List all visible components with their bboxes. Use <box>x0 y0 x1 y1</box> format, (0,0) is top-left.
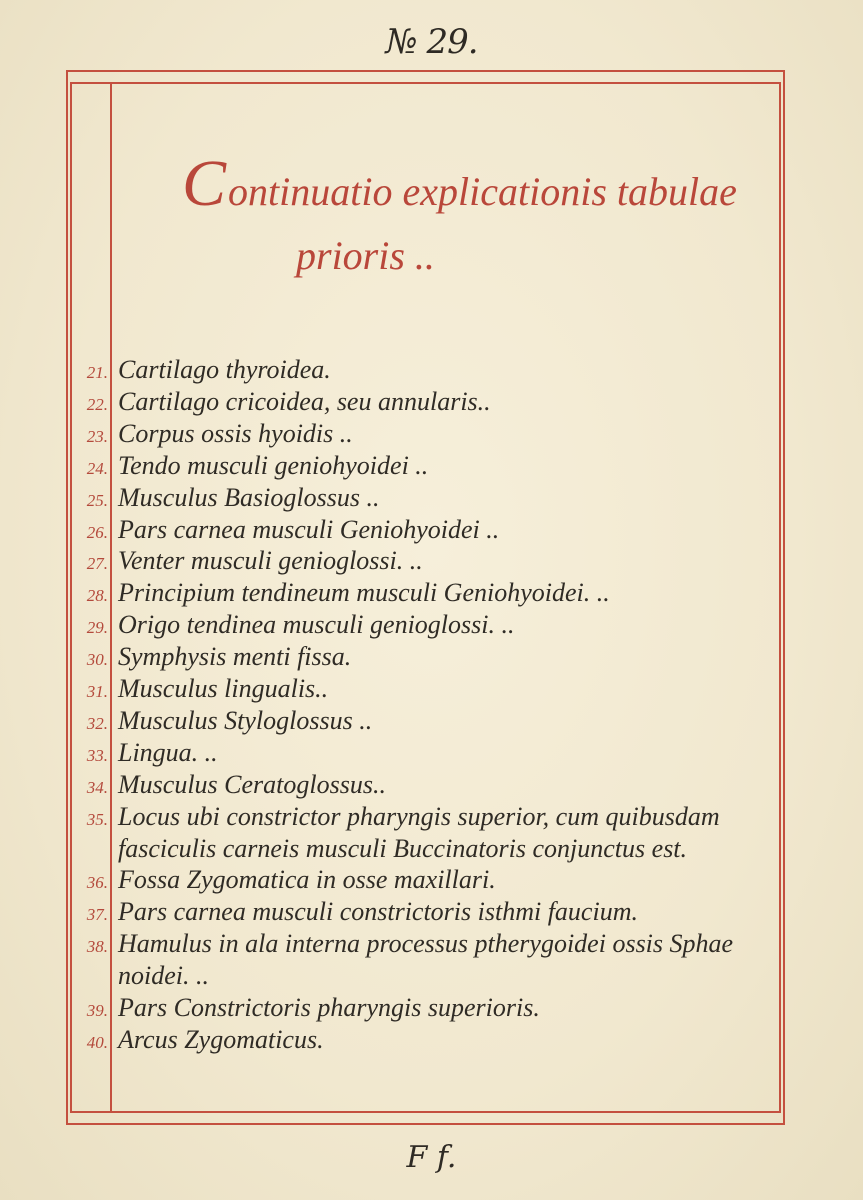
frame-bottom-inner-rule <box>70 1111 779 1113</box>
entry-text: Tendo musculi geniohyoidei .. <box>118 450 429 480</box>
entry-text: Principium tendineum musculi Geniohyoidei. .. <box>118 578 610 608</box>
entry-number: 40. <box>86 1032 108 1052</box>
entry-number: 32. <box>86 713 108 733</box>
entry-text: Musculus lingualis.. <box>118 674 329 703</box>
entry-number: 33. <box>86 745 108 765</box>
entry-number: 34. <box>86 777 108 797</box>
entry-text-continuation: fasciculis carneis musculi Buccinatoris conjunctus est. <box>118 833 688 863</box>
entry-text: Cartilago thyroidea. <box>118 355 331 384</box>
title-line-1-text: ontinuatio explicationis tabulae <box>228 169 737 214</box>
entry-text: Musculus Basioglossus .. <box>118 482 380 512</box>
entry-number: 26. <box>86 522 108 542</box>
entry-number: 39. <box>86 1001 108 1020</box>
entry-number: 36. <box>86 873 108 893</box>
frame-top-inner-rule <box>70 82 779 84</box>
entry-number: 23. <box>86 426 108 446</box>
entry-number: 31. <box>86 682 108 701</box>
entry-number: 22. <box>86 394 108 414</box>
entry-text: Venter musculi genioglossi. .. <box>118 546 423 576</box>
entry-text: Origo tendinea musculi genioglossi. .. <box>118 610 515 640</box>
entry-text: Musculus Ceratoglossus.. <box>118 769 386 799</box>
frame-bottom-outer-rule <box>66 1123 783 1125</box>
number-column-rule <box>110 82 112 1113</box>
entry-text: Musculus Styloglossus .. <box>118 705 373 735</box>
entry-text: Cartilago cricoidea, seu annularis.. <box>118 386 491 416</box>
entry-number: 38. <box>86 937 108 957</box>
folio-signature-bottom: F f. <box>406 1140 457 1175</box>
entry-text: Pars carnea musculi Geniohyoidei .. <box>118 514 500 544</box>
entry-number: 29. <box>86 618 108 638</box>
entry-text: Corpus ossis hyoidis .. <box>118 418 353 448</box>
entry-number: 37. <box>86 905 108 925</box>
entry-text: Hamulus in ala interna processus ptherygoidei ossis Sphae <box>118 929 734 959</box>
page-title-line-1 <box>182 147 737 220</box>
page-title-line-2: prioris .. <box>296 233 435 278</box>
folio-number-top: № 29. <box>385 22 478 62</box>
entry-text: Fossa Zygomatica in osse maxillari. <box>118 865 496 895</box>
entry-number: 35. <box>86 809 108 829</box>
frame-top-outer-rule <box>66 70 783 72</box>
entry-text: Arcus Zygomaticus. <box>118 1024 324 1054</box>
entry-text: Symphysis menti fissa. <box>118 642 352 672</box>
entry-number: 30. <box>86 650 108 670</box>
entry-text: Pars Constrictoris pharyngis superioris. <box>118 993 540 1022</box>
entry-number: 25. <box>86 490 108 510</box>
frame-right-inner-rule <box>779 82 781 1113</box>
entry-number: 27. <box>86 554 108 574</box>
entry-text: Lingua. .. <box>118 737 218 767</box>
entry-number: 21. <box>86 363 108 382</box>
frame-right-outer-rule <box>783 70 785 1125</box>
title-initial: C <box>182 147 227 220</box>
entry-text-continuation: noidei. .. <box>118 961 209 991</box>
entry-number: 28. <box>86 586 108 606</box>
entry-text: Pars carnea musculi constrictoris isthmi faucium. <box>118 897 638 927</box>
entry-number: 24. <box>86 458 108 478</box>
entry-text: Locus ubi constrictor pharyngis superior, cum quibusdam <box>118 801 720 831</box>
